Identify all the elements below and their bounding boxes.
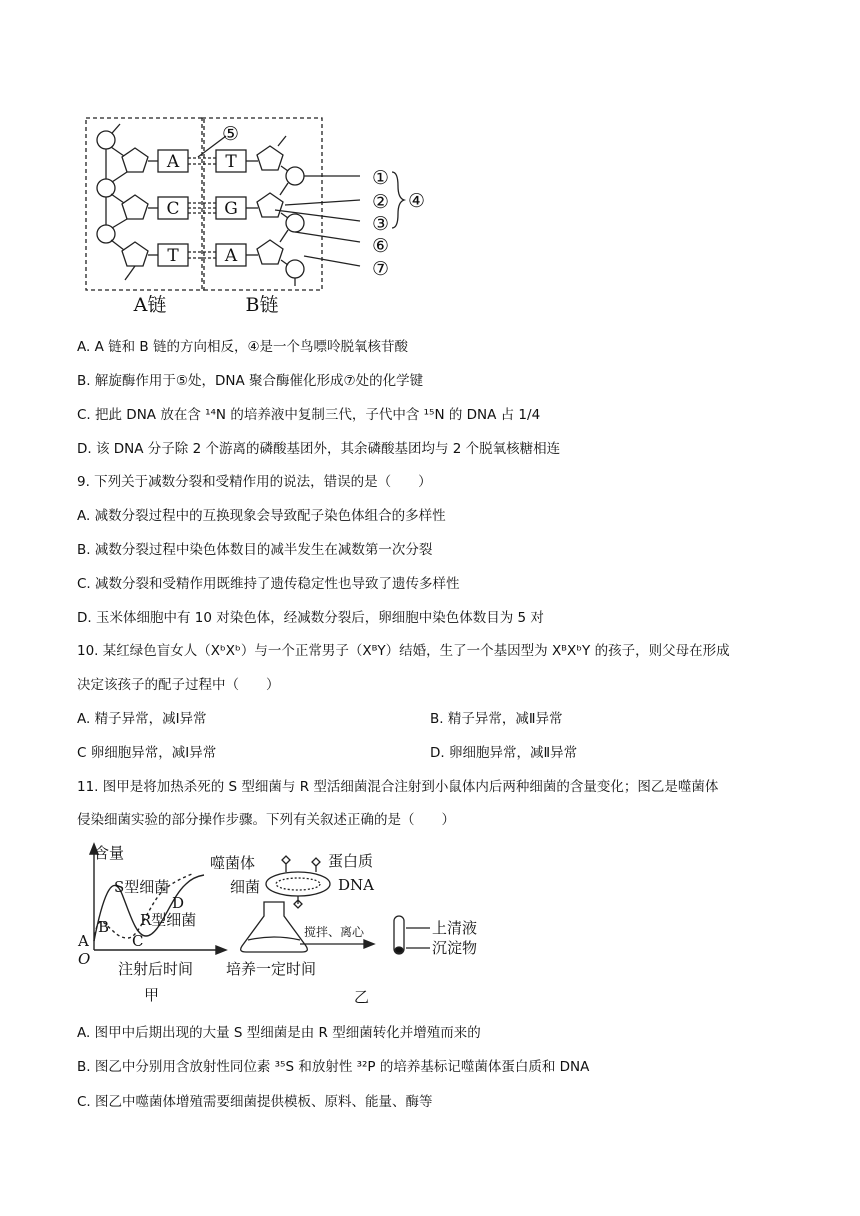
base-a3: T [167, 246, 179, 266]
base-a1: A [166, 152, 180, 172]
label-1: ① [372, 167, 390, 189]
q9-option-c: C. 减数分裂和受精作用既维持了遗传稳定性也导致了遗传多样性 [77, 576, 460, 592]
q11-option-c: C. 图乙中噬菌体增殖需要细菌提供模板、原料、能量、酶等 [77, 1094, 433, 1110]
q9-option-b: B. 减数分裂过程中染色体数目的减半发生在减数第一次分裂 [77, 542, 433, 558]
chain-a-label: A链 [133, 294, 167, 316]
label-7: ⑦ [372, 258, 390, 280]
flask [241, 902, 308, 952]
label-6: ⑥ [372, 235, 390, 257]
q10-option-c: C 卵细胞异常，减Ⅰ异常 [77, 745, 217, 761]
point-b: B [98, 918, 110, 936]
x-axis-label: 注射后时间 [118, 960, 194, 978]
base-a2: C [166, 199, 180, 219]
q9-option-d: D. 玉米体细胞中有 10 对染色体，经减数分裂后，卵细胞中染色体数目为 5 对 [77, 610, 544, 626]
q9-stem: 9. 下列关于减数分裂和受精作用的说法，错误的是（ ） [77, 474, 432, 490]
q9-option-a: A. 减数分裂过程中的互换现象会导致配子染色体组合的多样性 [77, 508, 446, 524]
label-4: ④ [408, 190, 426, 212]
q11-option-a: A. 图甲中后期出现的大量 S 型细菌是由 R 型细菌转化并增殖而来的 [77, 1025, 481, 1041]
figure-yi [204, 840, 494, 1010]
base-b2: G [224, 199, 238, 219]
base-b3: A [224, 246, 238, 266]
protein-label: 蛋白质 [328, 852, 374, 870]
label-5: ⑤ [222, 123, 240, 145]
q8-option-c: C. 把此 DNA 放在含 ¹⁴N 的培养液中复制三代，子代中含 ¹⁵N 的 DNA 占 1/4 [77, 407, 541, 423]
label-3: ③ [372, 213, 390, 235]
bacteria-label: 细菌 [230, 878, 261, 896]
phage-top [282, 856, 290, 872]
point-d: D [172, 894, 185, 912]
caption-yi: 乙 [354, 988, 370, 1006]
s-type-label: S型细菌 [114, 878, 170, 896]
culture-label: 培养一定时间 [226, 960, 317, 978]
sediment-label: 沉淀物 [432, 939, 478, 957]
q10-option-a: A. 精子异常，减Ⅰ异常 [77, 711, 207, 727]
step-label: 搅拌、离心 [304, 925, 365, 939]
q10-stem-line2: 决定该孩子的配子过程中（ ） [77, 677, 280, 693]
q10-option-d: D. 卵细胞异常，减Ⅱ异常 [430, 745, 578, 761]
phage-bottom [294, 896, 302, 908]
label-2: ② [372, 191, 390, 213]
origin-label: O [78, 950, 91, 968]
q8-option-d: D. 该 DNA 分子除 2 个游离的磷酸基团外，其余磷酸基团均与 2 个脱氧核糖相连 [77, 441, 561, 457]
r-type-label: R型细菌 [140, 911, 197, 929]
point-c: C [132, 932, 144, 950]
q11-stem-line1: 11. 图甲是将加热杀死的 S 型细菌与 R 型活细菌混合注射到小鼠体内后两种细菌的含量变化；图乙是噬菌体 [77, 779, 719, 795]
q10-stem-line1: 10. 某红绿色盲女人（XᵇXᵇ）与一个正常男子（XᴮY）结婚，生了一个基因型为 XᴮXᵇY 的孩子，则父母在形成 [77, 643, 730, 659]
y-axis-label: 含量 [94, 844, 125, 862]
supernatant-label: 上清液 [432, 919, 478, 937]
phage-label: 噬菌体 [210, 854, 256, 872]
q8-option-a: A. A 链和 B 链的方向相反，④是一个鸟嘌呤脱氧核苷酸 [77, 339, 409, 355]
dna-structure-figure [80, 110, 440, 320]
chain-b-label: B链 [245, 294, 279, 316]
q8-option-b: B. 解旋酶作用于⑤处，DNA 聚合酶催化形成⑦处的化学键 [77, 373, 424, 389]
base-b1: T [225, 152, 237, 172]
dna-label: DNA [338, 876, 374, 894]
q11-option-b: B. 图乙中分别用含放射性同位素 ³⁵S 和放射性 ³²P 的培养基标记噬菌体蛋白质和 DNA [77, 1059, 590, 1075]
q11-stem-line2: 侵染细菌实验的部分操作步骤。下列有关叙述正确的是（ ） [77, 812, 455, 828]
point-a: A [78, 932, 89, 950]
caption-jia: 甲 [144, 986, 160, 1004]
q10-option-b: B. 精子异常，减Ⅱ异常 [430, 711, 563, 727]
